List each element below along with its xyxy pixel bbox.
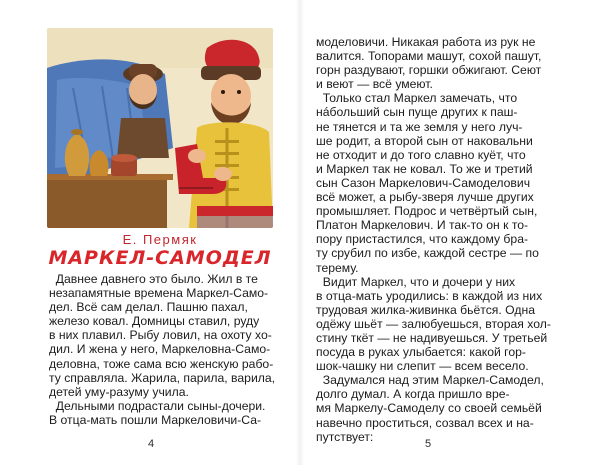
text-line: мя Маркелу-Самоделу со своей семьёй bbox=[316, 401, 542, 416]
text-line: не тянется и та же земля у него луч- bbox=[316, 119, 523, 134]
text-line: Задумался над этим Маркел-Самодел, bbox=[316, 373, 544, 388]
text-line: Платон Маркелович. И так-то он к то- bbox=[316, 218, 529, 233]
text-line: промышляет. Подрос и четвёртый сын, bbox=[316, 204, 538, 219]
text-line: дил. И жена у него, Маркеловна-Само- bbox=[49, 342, 271, 357]
text-line: не отходит и до того славно куёт, что bbox=[316, 147, 526, 162]
right-text-column bbox=[316, 35, 560, 444]
text-line: железо ковал. Домницы ставил, руду bbox=[49, 314, 260, 329]
text-line: ше родит, а второй сын от наковальни bbox=[316, 133, 533, 148]
text-line: шок-чашку ни слепит — всем весело. bbox=[316, 359, 529, 374]
text-line: одёжу шьёт — залюбуешься, вторая хол- bbox=[316, 316, 551, 331]
text-line: навечно проститься, созвал всех и на- bbox=[316, 415, 534, 430]
right-page bbox=[300, 0, 600, 465]
story-title: МАРКЕЛ-САМОДЕЛ bbox=[48, 247, 272, 269]
text-line: и веют — всё умеют. bbox=[316, 77, 433, 92]
story-illustration bbox=[47, 28, 273, 228]
text-line: горн раздувают, горшки обжигают. Сеют bbox=[316, 63, 542, 78]
text-line: ту справляла. Жарила, парила, варила, bbox=[49, 370, 276, 385]
text-line: всё может, а рыбу-зверя лучше других bbox=[316, 190, 534, 205]
page-number-right: 5 bbox=[424, 438, 432, 450]
text-line: дел. Всё сам делал. Пашню пахал, bbox=[49, 300, 248, 315]
text-line: моделовичи. Никакая работа из рук не bbox=[316, 35, 536, 49]
text-line: детей уму-разуму учила. bbox=[49, 384, 189, 399]
text-line: путствует: bbox=[316, 429, 374, 444]
author-name: Е. Пермяк bbox=[122, 232, 198, 247]
text-line: ту срубил по избе, каждой сестре — по bbox=[316, 246, 539, 261]
text-line: трудовая жилка-живинка бьётся. Одна bbox=[316, 302, 535, 317]
text-line: пору пристастился, что каждому бра- bbox=[316, 232, 529, 247]
text-line: Дельными подрастали сыны-дочери. bbox=[49, 398, 266, 413]
text-line: деловна, тоже сама всю женскую рабо- bbox=[49, 356, 274, 371]
text-line: терему. bbox=[316, 260, 359, 275]
text-line: долго думал. А когда пришло вре- bbox=[316, 387, 510, 402]
text-line: в отца-мать уродились: в каждой из них bbox=[316, 288, 543, 303]
text-line: Только стал Маркел замечать, что bbox=[316, 91, 518, 106]
text-line: валится. Топорами машут, сохой пашут, bbox=[316, 49, 542, 64]
text-line: Давнее давнего это было. Жил в те bbox=[49, 272, 258, 286]
text-line: и Маркел так не ковал. То же и третий bbox=[316, 161, 533, 176]
left-text-column bbox=[49, 272, 276, 427]
text-line: незапамятные времена Маркел-Само- bbox=[49, 286, 269, 301]
text-line: В отца-мать пошли Маркеловичи-Са- bbox=[49, 412, 262, 427]
text-line: в них плавил. Рыбу ловил, на охоту хо- bbox=[49, 328, 272, 343]
text-line: посуда в руках улыбается: какой гор- bbox=[316, 345, 526, 360]
page-number-left: 4 bbox=[147, 438, 155, 450]
text-line: Видит Маркел, что и дочери у них bbox=[316, 274, 516, 289]
text-line: стину ткёт — не надивуешься. У третьей bbox=[316, 330, 548, 345]
text-line: сын Сазон Маркелович-Самоделович bbox=[316, 175, 531, 190]
text-line: нáбольший сын пуще других к паш- bbox=[316, 105, 518, 120]
